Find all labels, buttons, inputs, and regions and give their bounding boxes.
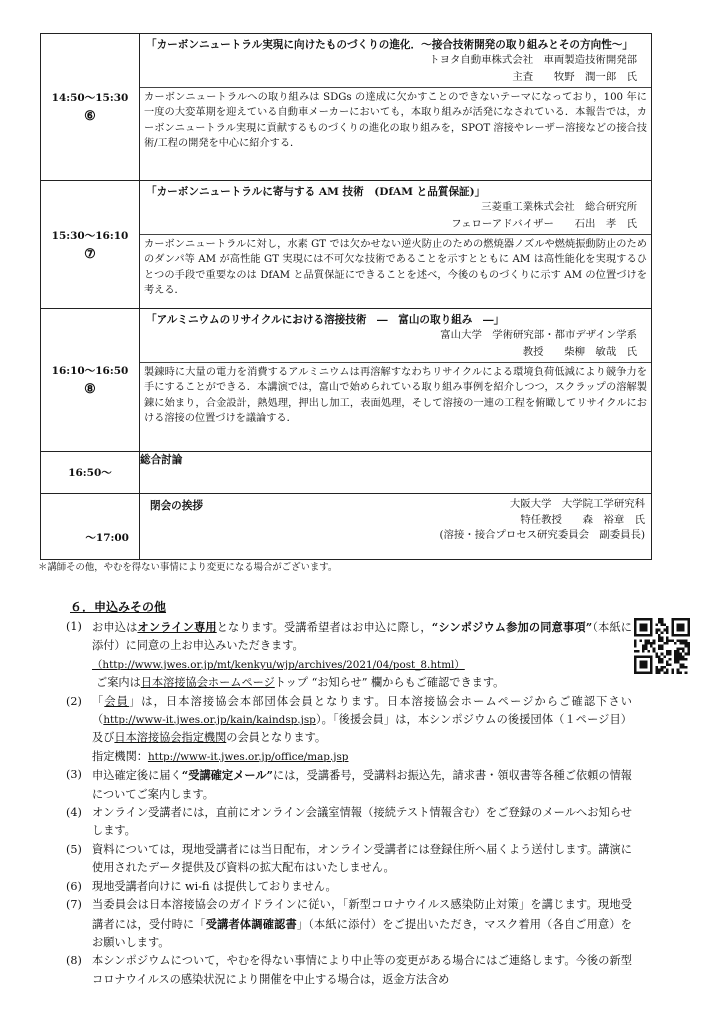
consent-terms-text: “シンポジウム参加の同意事項” [431,620,593,634]
note-text: トップ “お知らせ” 欄からもご確認できます。 [274,676,505,690]
closing-role: (溶接・接合プロセス研究委員会 副委員長) [439,529,645,541]
general-discussion-time: 16:50〜 [41,452,140,494]
note-number: (5) [66,842,82,856]
talk-title: 「アルミニウムのリサイクルにおける溶接技術 ― 富山の取り組み ―」 [146,314,505,326]
schedule-table [40,33,652,560]
note-text: ご案内は [96,676,141,690]
note-text: となります。受講希望者はお申込に際し， [216,621,432,634]
note-text: オンライン受講者には，直前にオンライン会議室情報（接続テスト情報含む）をご登録のメールへお知らせします。 [92,806,632,838]
note-item-1 [66,618,632,693]
designated-org-link[interactable]: 日本溶接協会指定機関 [114,731,227,745]
talk-abstract: 製錬時に大量の電力を消費するアルミニウムは再溶解すなわちリサイクルによる環境負荷低減により競争力を手にすることができる．本講演では，富山で始められている取り組み事例を紹介しつつ，スクラップの溶解製錬に始まり，合金設計，熱処理，押出し加工，表面処理，そして溶接の一連の工程を俯瞰してリサイクルにおける溶接の位置づけを議論する． [140,362,651,430]
health-check-form-text: 受講者体調確認書 [205,916,297,931]
session-row [41,181,652,309]
speaker-name: 主査 牧野 潤一郎 氏 [512,71,637,83]
note-number: (3) [66,768,82,782]
note-text: （本紙に添付）に同意の上お申込みいただきます。 [92,621,632,653]
note-text: 本シンポジウムについて，やむを得ない事情により中止等の変更がある場合にはご連絡します。今後の新型コロナウイルスの感染状況により開催を中止する場合は，返金方法含め [92,954,632,986]
application-notes [66,618,632,989]
qr-code-icon[interactable] [634,618,690,674]
closing-time-text: 〜17:00 [85,532,129,544]
talk-abstract: カーボンニュートラルへの取り組みは SDGs の達成に欠かすことのできないテーマになっており，100 年に一度の大変革期を迎えている自動車メーカーにおいても，本取り組みが活発になされている．本報告では，カーボンニュートラル実現に貢献するものづくりの進化の取り組みを，SPOT 溶接やレーザー溶接などの接合技術/工程の開発を中心に紹介する． [140,87,651,155]
note-number: (4) [66,806,82,820]
session-row [41,309,652,452]
change-notice: ＊講師その他，やむを得ない事情により変更になる場合がございます。 [38,562,338,573]
session-time: 14:50〜15:30 [51,92,129,104]
general-discussion-row [41,452,652,494]
note-text: の会員となります。 [226,731,327,745]
session-content [140,34,652,181]
speaker-affiliation: 三菱重工業株式会社 総合研究所 [481,201,637,213]
closing-speaker [439,497,645,544]
consent-url-link[interactable]: （http://www.jwes.or.jp/mt/kenkyu/wjp/archives/2021/04/post_8.html） [92,658,465,671]
session-number: ⑦ [84,246,96,262]
talk-title: 「カーボンニュートラル実現に向けたものづくりの進化．〜接合技術開発の取り組みとその方向性〜」 [146,39,633,51]
speaker-name: 教授 柴柳 敏哉 氏 [522,346,637,358]
talk-title: 「カーボンニュートラルに寄与する AM 技術 (DfAM と品質保証)」 [146,186,486,198]
note-text: 現地受講者向けに wi-fi は提供しておりません。 [92,879,337,893]
session-number: ⑧ [84,382,96,397]
closing-row [41,494,652,560]
section-title: 申込みその他 [94,600,167,614]
note-text: 申込確定後に届く [92,769,182,783]
note-text: 」は，日本溶接協会本部団体会員となります。日本溶接協会ホームページからご確認下さい（ [92,694,632,727]
note-text: 指定機関： [92,749,148,763]
note-item-4 [66,804,632,841]
note-text: 当委員会は日本溶接協会のガイドラインに従い，「新型コロナウイルス感染防止対策」を講じます。現地受講者には，受付時に「 [92,898,632,931]
closing-time [41,494,140,560]
session-number: ⑥ [84,109,96,124]
general-discussion-label: 総合討論 [140,452,652,494]
closing-affiliation: 大阪大学 大学院工学研究科 [509,498,645,510]
note-item-7 [66,896,632,952]
session-time-cell [41,309,140,452]
speaker-name: フェローアドバイザー 石出 孝 氏 [451,218,637,230]
note-number: (1) [66,620,82,633]
closing-speaker-name: 特任教授 森 裕章 氏 [520,513,645,526]
speaker-affiliation: トヨタ自動車株式会社 車両製造技術開発部 [429,54,637,66]
note-text: 「 [92,694,105,708]
session-time-cell [41,34,140,181]
note-number: (6) [66,879,82,893]
jwes-homepage-link[interactable]: 日本溶接協会ホームページ [140,676,275,690]
note-item-5 [66,841,632,878]
note-item-6 [66,878,632,896]
talk-abstract: カーボンニュートラルに対し，水素 GT では欠かせない逆火防止のための燃焼器ノズルや燃焼振動防止のためのダンパ等 AM が高性能 GT 実現には不可欠な技術であることを示すとともに AM は高性能化を実現するひとつの手段で重要なのは DfAM と品質保証にできることを述べ，今後のものづくりに示す AM の位置づけを考える． [140,234,651,302]
session-content [140,181,652,309]
note-text: 資料については，現地受講者には当日配布，オンライン受講者には登録住所へ届くよう送付します。講演に使用されたデータ提供及び資料の拡大配布はいたしません。 [92,842,632,875]
note-item-2 [66,693,632,767]
member-text: 会員 [104,694,129,708]
note-number: (8) [66,954,82,968]
speaker-affiliation: 富山大学 学術研究部・都市デザイン学系 [440,329,637,341]
session-row [41,34,652,181]
designated-org-map-link[interactable]: http://www-it.jwes.or.jp/office/map.jsp [147,750,349,763]
member-list-link[interactable]: http://www-it.jwes.or.jp/kain/kaindsp.jsp [103,714,316,727]
session-time: 15:30〜16:10 [51,229,129,242]
section-number: ６． [70,600,95,614]
session-content [140,309,652,452]
note-number: (2) [66,694,82,708]
closing-content [140,494,652,560]
note-number: (7) [66,898,82,912]
session-time-cell [41,181,140,309]
closing-label: 閉会の挨拶 [150,500,203,512]
note-text: 」（本紙に添付）をご提出いただき，マスク着用（各自ご用意）をお願いします。 [92,917,632,949]
confirmation-mail-text: “受講確定メール” [181,768,273,783]
note-text: お申込は [92,621,138,634]
note-text: には，受講番号，受講料お振込先，請求書・領収書等各種ご依頼の情報についてご案内します。 [92,769,632,801]
section-heading [70,598,166,615]
note-item-3 [66,766,632,804]
online-only-text: オンライン専用 [137,620,217,634]
session-time: 16:10〜16:50 [51,365,129,377]
note-item-8 [66,952,632,989]
note-text: ）。「後援会員」は，本シンポジウムの後援団体（１ページ目）及び [92,713,632,745]
